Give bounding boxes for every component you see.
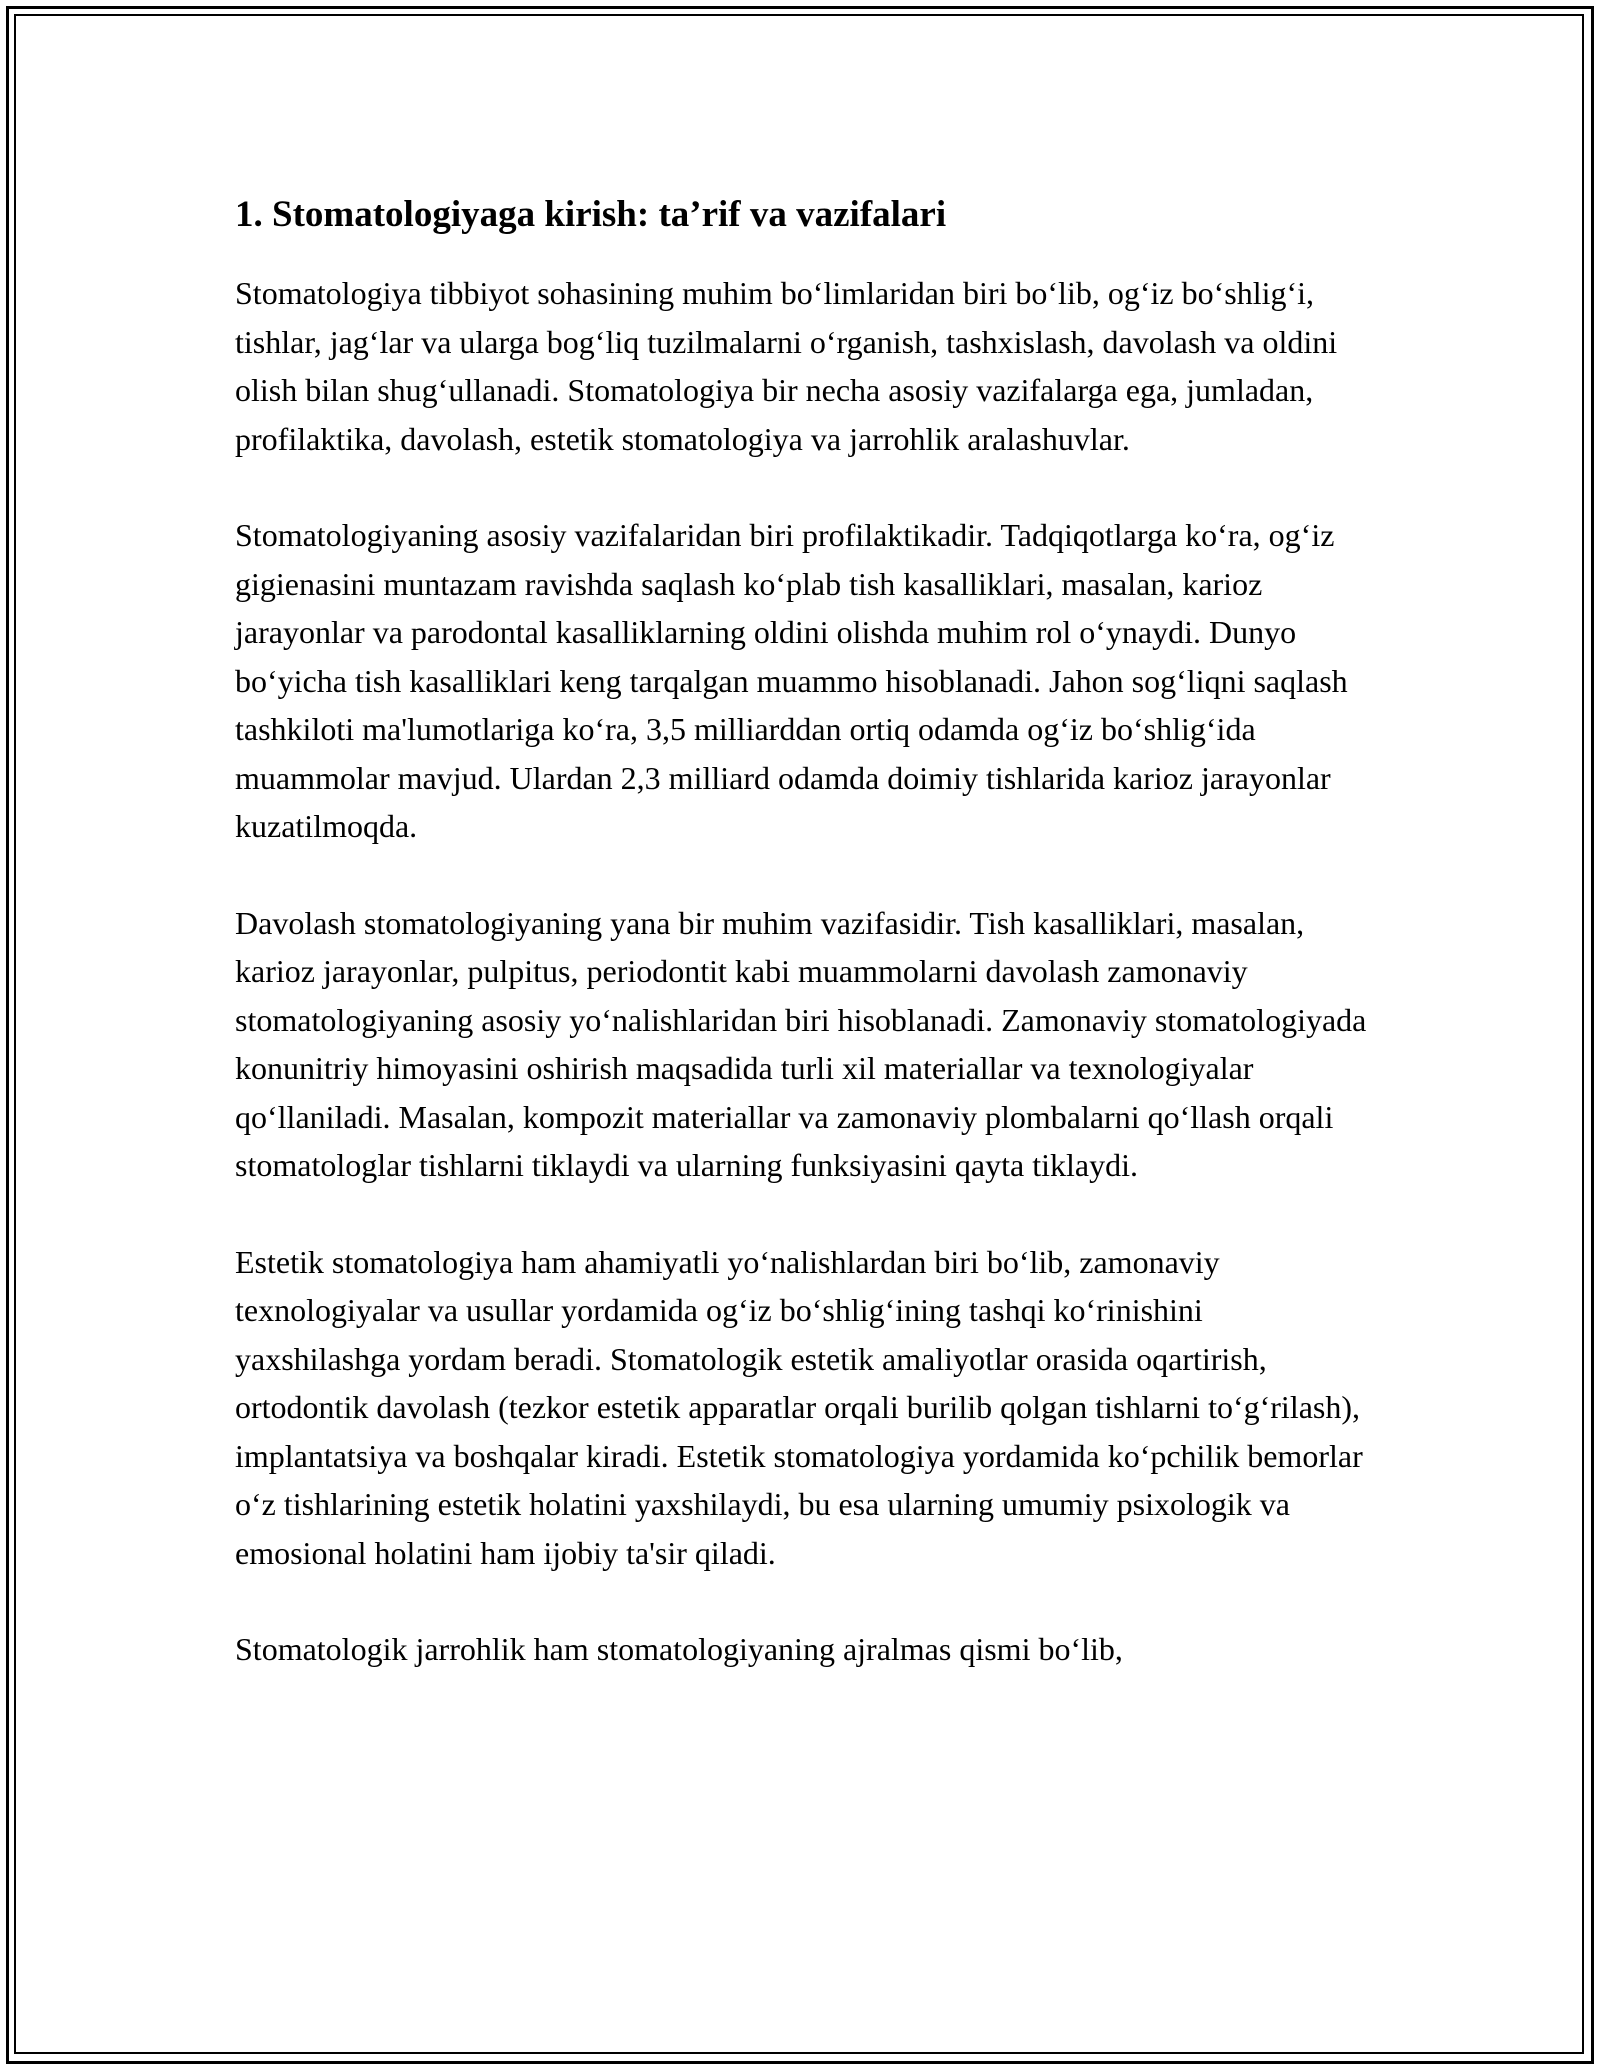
paragraph-treatment: Davolash stomatologiyaning yana bir muhim vazifasidir. Tish kasalliklari, masalan, karioz jarayonlar, pulpitus, periodontit kabi muammolarni davolash zamonaviy stomatologiyaning asosiy yo‘nalishlaridan biri hisoblanadi. Zamonaviy stomatologiyada konunitriy himoyasini oshirish maqsadida turli xil materiallar va texnologiyalar qo‘llaniladi. Masalan, kompozit materiallar va zamonaviy plombalarni qo‘llash orqali stomatologlar tishlarni tiklaydi va ularning funksiyasini qayta tiklaydi. xyxy=(235,904,1367,1183)
paragraph-surgery: Stomatologik jarrohlik ham stomatologiyaning ajralmas qismi bo‘lib, xyxy=(235,1631,1123,1667)
paragraph-definition: Stomatologiya tibbiyot sohasining muhim bo‘limlaridan biri bo‘lib, og‘iz bo‘shlig‘i, tishlar, jag‘lar va ularga bog‘liq tuzilmalarni o‘rganish, tashxislash, davolash va oldini olish bilan shug‘ullanadi. Stomatologiya bir necha asosiy vazifalarga ega, jumladan, profilaktika, davolash, estetik stomatologiya va jarrohlik aralashuvlar. xyxy=(235,275,1338,457)
document-body xyxy=(235,185,1375,1722)
paragraph-aesthetic: Estetik stomatologiya ham ahamiyatli yo‘nalishlardan biri bo‘lib, zamonaviy texnologiyalar va usullar yordamida og‘iz bo‘shlig‘ining tashqi ko‘rinishini yaxshilashga yordam beradi. Stomatologik estetik amaliyotlar orasida oqartirish, ortodontik davolash (tezkor estetik apparatlar orqali burilib qolgan tishlarni to‘g‘rilash), implantatsiya va boshqalar kiradi. Estetik stomatologiya yordamida ko‘pchilik bemorlar o‘z tishlarining estetik holatini yaxshilaydi, bu esa ularning umumiy psixologik va emosional holatini ham ijobiy ta'sir qiladi. xyxy=(235,1243,1363,1571)
section-heading: 1. Stomatologiyaga kirish: ta’rif va vazifalari xyxy=(235,194,947,235)
paragraph-prophylaxis: Stomatologiyaning asosiy vazifalaridan biri profilaktikadir. Tadqiqotlarga ko‘ra, og‘iz gigienasini muntazam ravishda saqlash ko‘plab tish kasalliklari, masalan, karioz jarayonlar va parodontal kasalliklarning oldini olishda muhim rol o‘ynaydi. Dunyo bo‘yicha tish kasalliklari keng tarqalgan muammo hisoblanadi. Jahon sog‘liqni saqlash tashkiloti ma'lumotlariga ko‘ra, 3,5 milliarddan ortiq odamda og‘iz bo‘shlig‘ida muammolar mavjud. Ulardan 2,3 milliard odamda doimiy tishlarida karioz jarayonlar kuzatilmoqda. xyxy=(235,517,1348,844)
